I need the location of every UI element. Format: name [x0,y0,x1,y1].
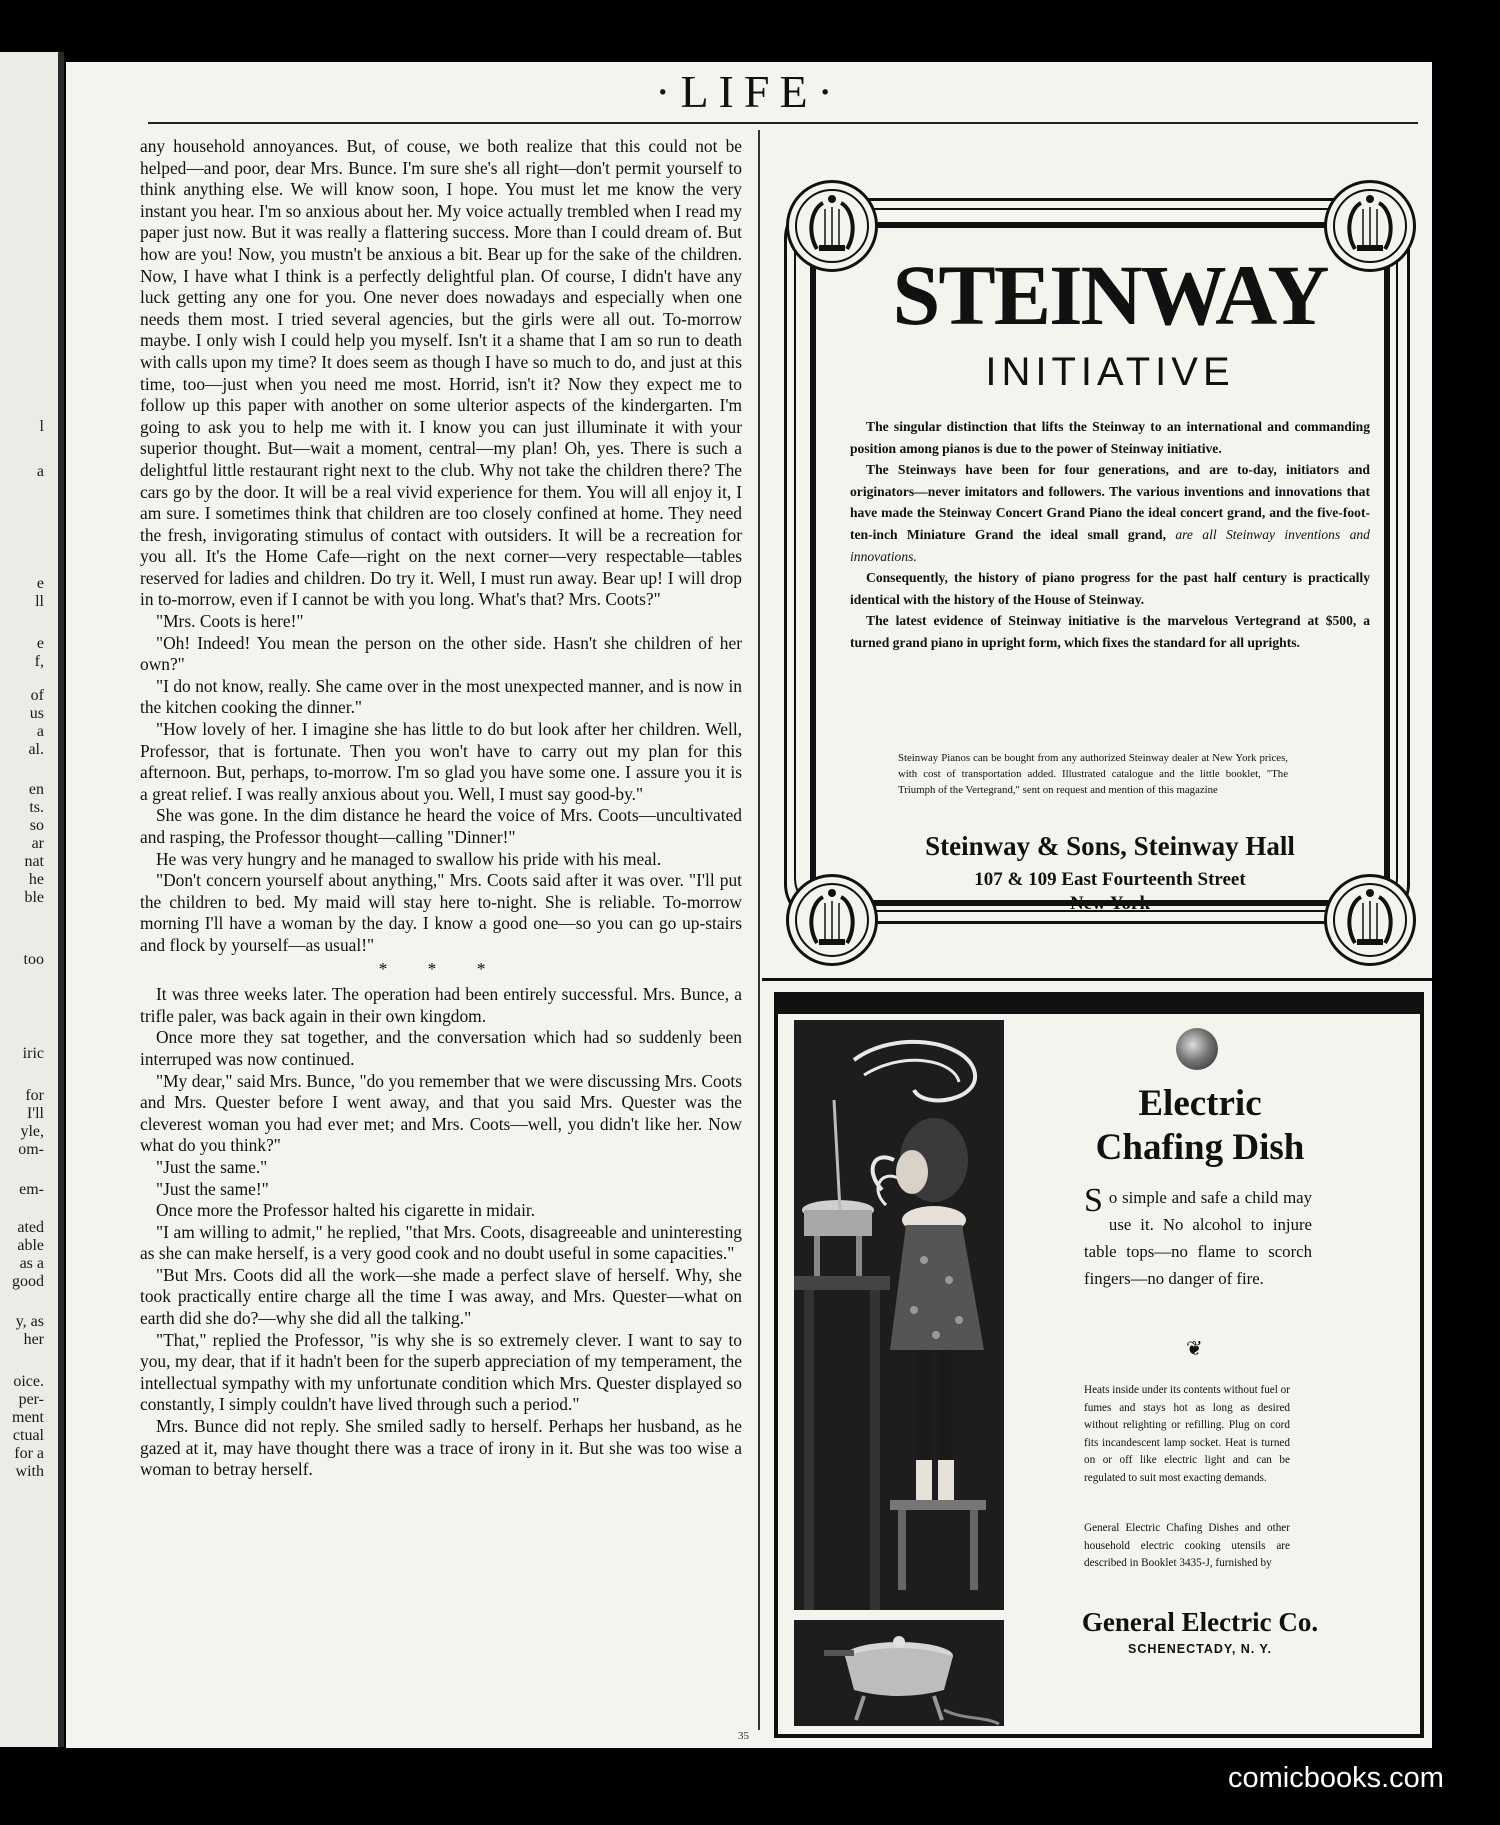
story-paragraph: She was gone. In the dim distance he heard the voice of Mrs. Coots—uncultivated and rasping, the Professor thought—calling "Dinner!" [140,805,742,847]
previous-page-text-fragment: y, as [15,1313,44,1330]
story-paragraph: "My dear," said Mrs. Bunce, "do you remember that we were discussing Mrs. Coots and Mrs. Quester before I went away, and that you said Mrs. Quester was the cleverest woman you had ever met; and Mrs. Coots—well, you didn't like her. Now what do you think?" [140,1070,742,1156]
story-paragraph: "That," replied the Professor, "is why she is so extremely clever. I want to say to you, my dear, that if it hadn't been for the superb appreciation of my temperament, the intellectual sympathy with my unfortunate condition which Mrs. Quester displayed so constantly, I simply couldn't have lived through such a period." [140,1329,742,1415]
previous-page-text-fragment: with [15,1463,44,1480]
story-paragraphs-continued [140,984,742,1481]
previous-page-text-fragment: iric [22,1045,44,1062]
previous-page-text-fragment: ble [24,889,44,906]
story-paragraph: Mrs. Bunce did not reply. She smiled sadly to herself. Perhaps her husband, as he gazed at it, may have thought there was a trace of irony in it. But she was too wise a woman to betray herself. [140,1416,742,1480]
ge-lead-text: So simple and safe a child may use it. No alcohol to injure table tops—no flame to scorch fingers—no danger of fire. [1084,1182,1312,1288]
story-paragraph: "How lovely of her. I imagine she has little to do but look after her children. Well, Professor, that is fortunate. Then you won't have to carry out my plan for this afternoon. But, perhaps, to-morrow. I'm so glad you have some one. I assure you it is a great relief. I was really anxious about you. Well, I must say good-by." [140,719,742,804]
chafing-dish-product-illustration [794,1620,1004,1726]
previous-page-text-fragment: too [23,951,44,968]
ge-company-name: General Electric Co. [1081,1607,1319,1637]
masthead-title: ·LIFE· [655,66,843,117]
previous-page-text-fragment: nat [24,853,44,870]
previous-page-text-fragment: ment [12,1409,44,1426]
previous-page-text-fragment: per- [18,1391,44,1408]
section-break-asterism: * * * [378,958,504,979]
watermark-text: comicbooks.com [1228,1762,1444,1794]
girl-with-chafing-dish-illustration [794,1020,1004,1610]
story-paragraph: It was three weeks later. The operation had been entirely successful. Mrs. Bunce, a trifle paler, was back again in their own kingdom. [140,984,742,1026]
previous-page-text-fragment: ts. [29,799,44,816]
steinway-advertisement [770,130,1426,972]
general-electric-advertisement [774,992,1424,1738]
steinway-signature: Steinway & Sons, Steinway Hall [925,831,1295,861]
previous-page-text-fragment: f, [34,653,44,670]
fleuron-ornament-icon: ❦ [1186,1338,1203,1360]
previous-page-text-fragment: us [29,705,44,722]
column-divider [758,130,760,1730]
previous-page-text-fragment: her [23,1331,44,1348]
story-paragraph: "Oh! Indeed! You mean the person on the other side. Hasn't she children of her own?" [140,632,742,675]
previous-page-text-fragment: able [17,1237,44,1254]
previous-page-text-fragment: I'll [26,1105,44,1122]
previous-page-text-fragment: he [28,871,44,888]
previous-page-text-fragment: good [12,1273,44,1290]
story-paragraph: any household annoyances. But, of couse, we both realize that this could not be helped—and poor, dear Mrs. Bunce. I'm sure she's all right—don't permit yourself to think anything else. We will know soon, I hope. You must let me know the very instant you hear. I'm so anxious about her. My voice actually trembled when I read my paper just now. But it was really a flattering success. More than I could dream of. But how are you! Now, you mustn't be anxious a bit. Bear up for the sake of the children. Now, I have what I think is a perfectly delightful plan. Of course, I didn't have any luck getting any one for you. One never does nowadays and especially when one needs them most. I tried several agencies, but the girls were all out. To-morrow maybe. I only wish I could help you myself. Isn't it a shame that I am so run to death with calls upon my time? It does seem as though I have so much to do, and just at this time, too—just when you need me most. Horrid, isn't it? Now they expect me to follow up this paper with another on some ulterior aspects of the kindergarten. I'm going to ask you to help me with it. I know you can just illuminate it with your superior thought. But—wait a moment, central—my plan! Oh, yes. There is such a delightful little restaurant right next to the club. Why not take the children there? The cars go by the door. It will be a real vivid experience for them. You will all enjoy it, I am sure. I sometimes think that children are too closely confined at home. They need the fresh, invigorating stimulus of contact with outsiders. It will be a recreation for you all. It's the Home Cafe—right on the next corner—very respectable—tables reserved for ladies and children. Do try it. Well, I must run away. Bear up! I will drop in to-morrow, even if I cannot be with you long. What's that? Mrs. Coots?" [140,136,742,610]
steinway-paragraph: Consequently, the history of piano progress for the past half century is practically identical with the history of the House of Steinway. [850,570,1370,607]
ge-ad-title: Electric Chafing Dish [1095,1083,1305,1168]
previous-page-text-fragment: as a [19,1255,44,1272]
previous-page-text-fragment: ated [17,1219,44,1236]
story-paragraph: Once more the Professor halted his cigarette in midair. [156,1200,536,1221]
ad-divider-rule [762,978,1432,981]
steinway-subtitle: INITIATIVE [985,350,1235,394]
steinway-paragraph: The Steinways have been for four generations, and are to-day, initiators and originators—never imitators and followers. The various inventions and innovations that have made the Steinway Concert Grand Piano the ideal concert grand, and the five-foot-ten-inch Miniature Grand the ideal small grand, are all Steinway inventions and innovations. [850,462,1370,564]
page-gutter [58,52,64,1747]
steinway-address-city: New York [1069,893,1151,914]
ge-text-panel [1014,1020,1412,1726]
previous-page-text-fragment: al. [28,741,44,758]
previous-page-text-fragment: so [29,817,44,834]
story-paragraph: "I do not know, really. She came over in the most unexpected manner, and is now in the kitchen cooking the dinner." [140,675,742,718]
previous-page-text-fragment: ar [31,835,44,852]
previous-page-text-fragment: l [39,418,44,435]
ge-company-city: SCHENECTADY, N. Y. [1128,1642,1272,1656]
steinway-paragraph: The latest evidence of Steinway initiative is the marvelous Vertegrand at $500, a turned grand piano in upright form, which fixes the standard for all uprights. [850,613,1370,650]
story-paragraph: Once more they sat together, and the conversation which had so suddenly been interruped was now continued. [140,1027,742,1069]
story-paragraph: "But Mrs. Coots did all the work—she made a perfect slave of herself. Why, she took practically entire charge all the time I was away, and Mrs. Quester—what on earth did she do?—why she did all the talking." [140,1264,742,1329]
previous-page-text-fragment: em- [19,1181,44,1198]
previous-page-text-fragment: en [28,781,44,798]
ge-description: Heats inside under its contents without fuel or fumes and stays hot as long as desired without relighting or refilling. Plug on cord fits incandescent lamp socket. Heat is turned on or off like electric light and can be regulated to suit most exacting demands. [1084,1384,1290,1484]
ad-top-band [778,996,1420,1014]
previous-page-edge [0,52,58,1747]
previous-page-text-fragment: ll [35,593,44,610]
story-column [140,136,742,1481]
magazine-page [66,62,1432,1748]
previous-page-text-fragment: for [25,1087,44,1104]
previous-page-text-fragment: yle, [20,1123,44,1140]
ge-booklet-note: General Electric Chafing Dishes and other household electric cooking utensils are described in Booklet 3435-J, furnished by [1084,1522,1290,1570]
previous-page-text-fragment: for a [14,1445,44,1462]
story-paragraph: "Just the same!" [156,1178,269,1199]
globe-emblem-icon [1176,1028,1218,1070]
steinway-logo: STEINWAY [892,247,1328,343]
previous-page-text-fragment: of [30,687,44,704]
previous-page-text-fragment: a [36,463,44,480]
masthead-rule [148,122,1418,124]
previous-page-text-fragment: e [36,635,44,652]
page-number: 35 [738,1730,749,1742]
story-paragraph: He was very hungry and he managed to swallow his pride with his meal. [156,848,662,869]
story-paragraph: "Mrs. Coots is here!" [156,611,304,632]
previous-page-text-fragment: e [36,575,44,592]
story-paragraphs [140,136,742,957]
steinway-fine-print: Steinway Pianos can be bought from any authorized Steinway dealer at New York prices, with cost of transportation added. Illustrated catalogue and the little booklet, "The Triumph of the Vertegrand," sent on request and mention of this magazine [898,752,1288,796]
previous-page-text-fragment: a [36,723,44,740]
steinway-body-text [850,416,1370,654]
drop-cap: S [1084,1182,1103,1219]
story-paragraph: "Don't concern yourself about anything," Mrs. Coots said after it was over. "I'll put the children to bed. My maid will stay here to-night. She is reliable. To-morrow morning I'll have a woman by the day. I know a good one—so you can go up-stairs and flock by yourself—as usual!" [140,870,742,955]
previous-page-text-fragment: oice. [13,1373,44,1390]
story-paragraph: "Just the same." [156,1156,268,1177]
story-paragraph: "I am willing to admit," he replied, "that Mrs. Coots, disagreeable and uninteresting as she can make herself, is a very good cook and no doubt useful in some capacities." [140,1221,742,1264]
steinway-address-street: 107 & 109 East Fourteenth Street [974,869,1246,890]
steinway-paragraph: The singular distinction that lifts the Steinway to an international and commanding position among pianos is due to the power of Steinway initiative. [850,419,1370,456]
previous-page-text-fragment: om- [18,1141,44,1158]
previous-page-text-fragment: ctual [12,1427,44,1444]
